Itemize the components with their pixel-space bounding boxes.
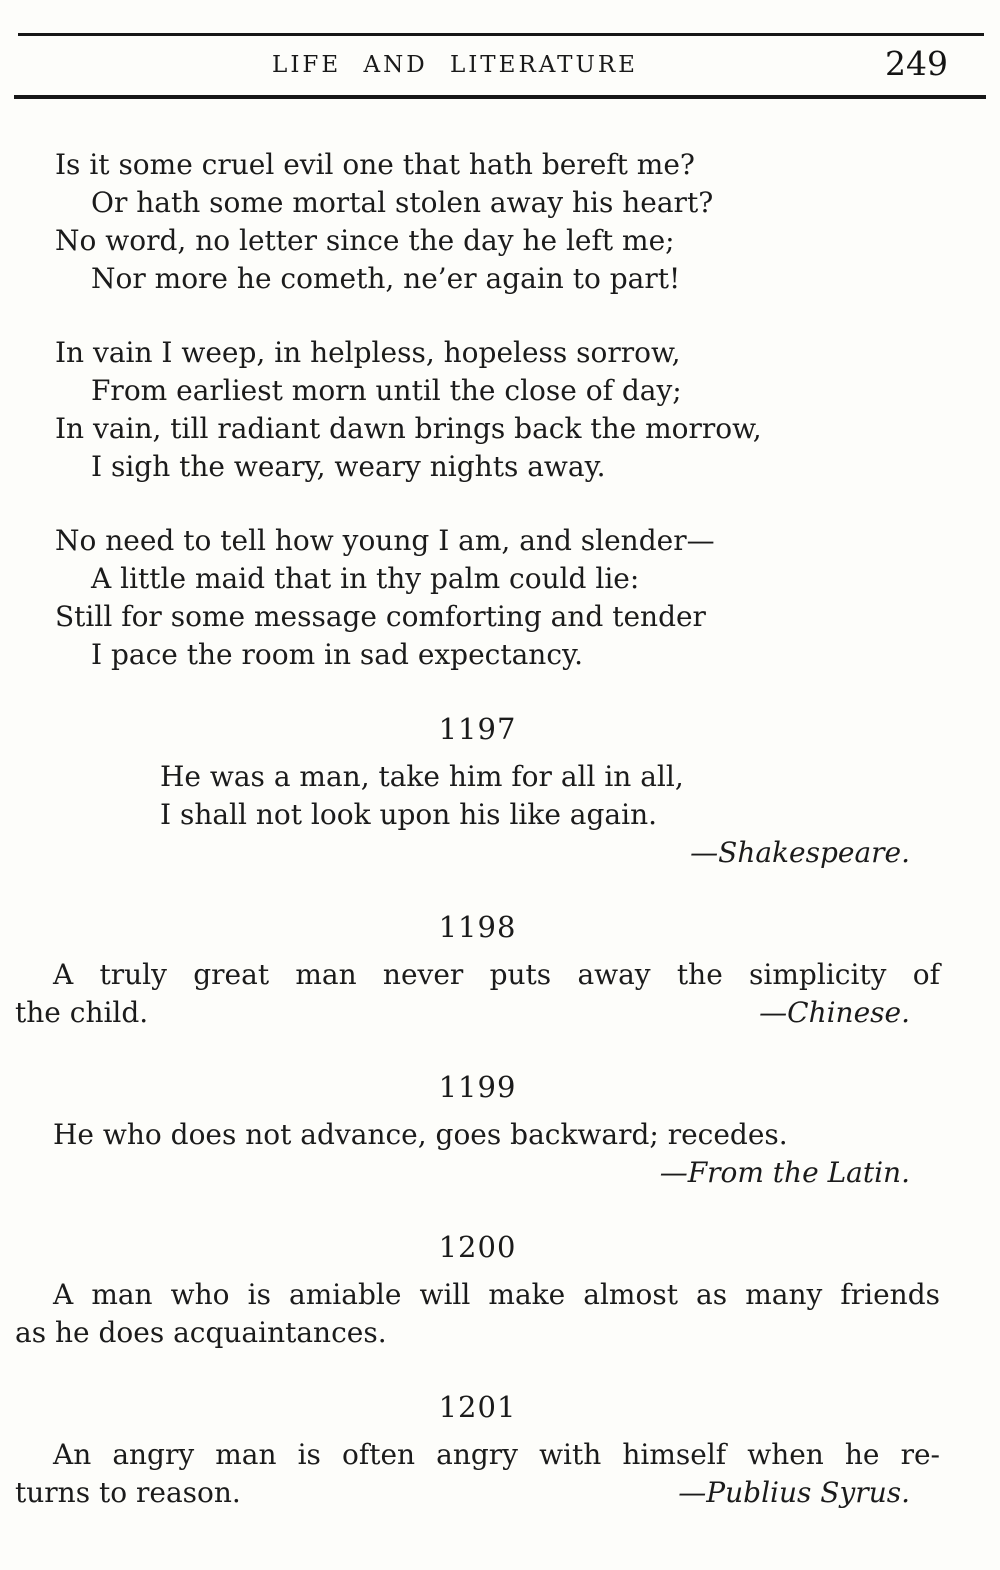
quote-number: 1198 bbox=[438, 910, 517, 944]
poem-line: Nor more he cometh, ne’er again to part! bbox=[91, 262, 681, 295]
poem-line: I pace the room in sad expectancy. bbox=[91, 638, 584, 671]
running-title: LIFE AND LITERATURE bbox=[272, 52, 638, 78]
attribution: —Publius Syrus. bbox=[678, 1476, 910, 1509]
quote-line: An angry man is often angry with himself when he re- bbox=[53, 1438, 940, 1471]
quote-last-line bbox=[15, 1474, 940, 1512]
quote-line: turns to reason. bbox=[15, 1476, 241, 1509]
quote-1200 bbox=[15, 1228, 940, 1352]
quote-last-line bbox=[15, 994, 940, 1032]
quote-number: 1200 bbox=[438, 1230, 517, 1264]
poem-stanza-3 bbox=[55, 522, 940, 674]
poem-stanza-1 bbox=[55, 146, 940, 298]
poem-line: Is it some cruel evil one that hath bereft me? bbox=[55, 148, 695, 181]
quote-line: A man who is amiable will make almost as many friends bbox=[53, 1278, 940, 1311]
quote-line: A truly great man never puts away the simplicity of bbox=[53, 958, 940, 991]
poem-line: From earliest morn until the close of day; bbox=[91, 374, 682, 407]
poem-line: Still for some message comforting and tender bbox=[55, 600, 706, 633]
poem-line: In vain I weep, in helpless, hopeless sorrow, bbox=[55, 336, 681, 369]
attribution: —From the Latin. bbox=[659, 1156, 910, 1189]
poem-line: A little maid that in thy palm could lie: bbox=[91, 562, 640, 595]
poem-stanza-2 bbox=[55, 334, 940, 486]
attribution: —Chinese. bbox=[759, 996, 910, 1029]
page-number: 249 bbox=[885, 44, 948, 83]
quote-1201 bbox=[15, 1388, 940, 1512]
quote-1199 bbox=[15, 1068, 940, 1192]
quote-number: 1199 bbox=[438, 1070, 517, 1104]
attribution: —Shakespeare. bbox=[690, 836, 910, 869]
poem bbox=[55, 146, 940, 674]
quote-line: I shall not look upon his like again. bbox=[160, 798, 657, 831]
quote-line: He was a man, take him for all in all, bbox=[160, 760, 684, 793]
quote-line: He who does not advance, goes backward; recedes. bbox=[53, 1118, 788, 1151]
poem-line: I sigh the weary, weary nights away. bbox=[91, 450, 606, 483]
page-header bbox=[0, 0, 1000, 95]
poem-line: In vain, till radiant dawn brings back the morrow, bbox=[55, 412, 762, 445]
poem-line: No word, no letter since the day he left me; bbox=[55, 224, 675, 257]
quote-line: as he does acquaintances. bbox=[15, 1316, 387, 1349]
verse-block bbox=[160, 758, 940, 834]
quote-line: the child. bbox=[15, 996, 149, 1029]
poem-line: No need to tell how young I am, and slender— bbox=[55, 524, 715, 557]
poem-line: Or hath some mortal stolen away his heart? bbox=[91, 186, 714, 219]
quote-number: 1197 bbox=[438, 712, 517, 746]
quote-number: 1201 bbox=[438, 1390, 517, 1424]
header-rule bbox=[14, 95, 986, 99]
quote-1197 bbox=[15, 710, 940, 872]
quote-1198 bbox=[15, 908, 940, 1032]
